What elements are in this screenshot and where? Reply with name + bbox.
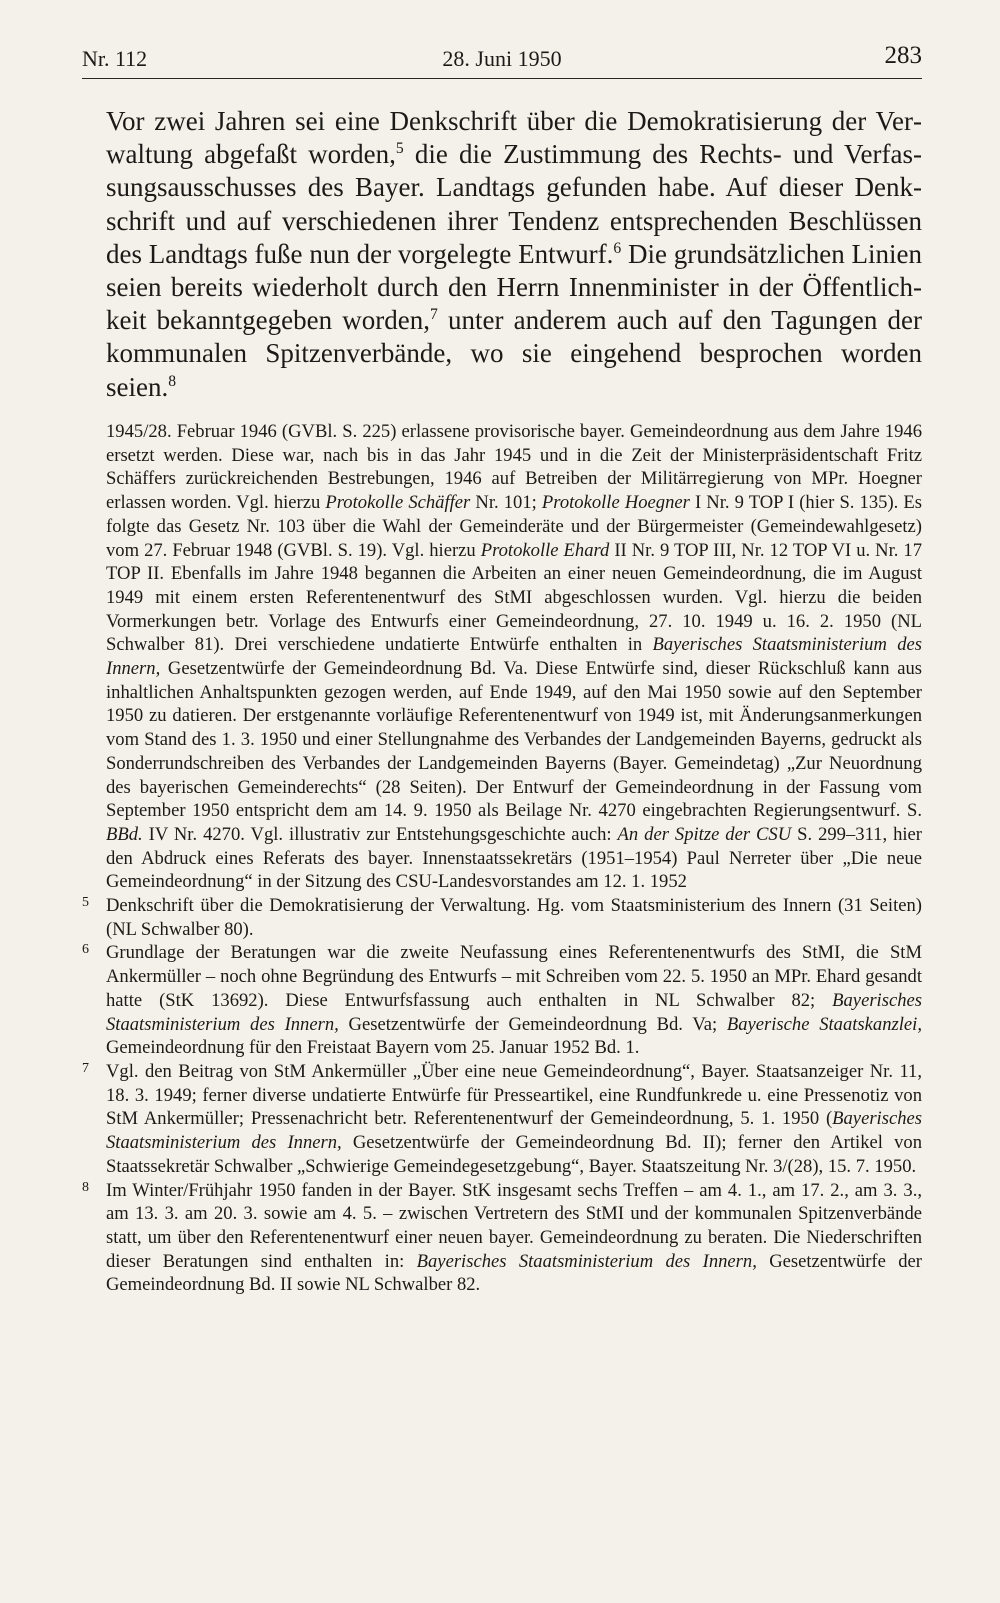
- document-date: 28. Juni 1950: [442, 46, 562, 71]
- footnote-number: 7: [82, 1060, 89, 1076]
- footnote-5: [82, 894, 922, 941]
- footnote-ref-6: 6: [613, 239, 622, 257]
- footnote-text: Im Winter/Frühjahr 1950 fanden in der Bayer. StK insgesamt sechs Treffen – am 4. 1., am 17. 2., am 3. 3., am 13. 3. am 20. 3. sowie am 4. 5. – zwischen Vertretern des StMI und der kommunalen Spitzenverbände statt, um über den Referentenentwurf einer neuen bayer. Gemeindeordnung zu beraten. Die Niederschriften dieser Beratungen sind enthalten in: Bayerisches Staatsministerium des Innern, Gesetzentwürfe der Gemeindeordnung Bd. II sowie NL Schwalber 82.: [106, 1179, 922, 1296]
- footnote-ref-8: 8: [168, 372, 177, 390]
- footnote-continuation: 1945/28. Februar 1946 (GVBl. S. 225) erlassene provisorische bayer. Gemeindeordnung aus dem Jahre 1946 ersetzt werden. Diese war, nach bis in das Jahr 1945 und in die Zeit der Ministerpräsidentschaft Fritz Schäffers zurückreichenden Bestrebungen, 1946 auf Betreiben der Militärregierung von MPr. Hoegner erlassen worden. Vgl. hierzu Protokolle Schäffer Nr. 101; Protokolle Hoegner I Nr. 9 TOP I (hier S. 135). Es folgte das Gesetz Nr. 103 über die Wahl der Gemeinderäte und der Bürgermeister (Gemeindewahlgesetz) vom 27. Februar 1948 (GVBl. S. 19). Vgl. hierzu Protokolle Ehard II Nr. 9 TOP III, Nr. 12 TOP VI u. Nr. 17 TOP II. Ebenfalls im Jahre 1948 begannen die Arbeiten an einer neuen Gemeindeordnung, die im August 1949 mit einem ersten Referentenentwurf des StMI abgeschlossen wurden. Vgl. hierzu die beiden Vormerkungen betr. Vorlage des Entwurfs einer Gemeindeordnung, 27. 10. 1949 u. 16. 2. 1950 (NL Schwalber 81). Drei verschiedene undatierte Entwürfe enthalten in Bayerisches Staatsministerium des Innern, Gesetzentwürfe der Gemeindeordnung Bd. Va. Diese Entwürfe sind, dieser Rückschluß kann aus inhaltlichen Anhaltspunkten gezogen werden, auf Ende 1949, auf den Mai 1950 sowie auf den September 1950 zu datieren. Der erstgenannte vorläufige Referentenentwurf von 1949 ist, mit Änderungsanmerkungen vom Stand des 1. 3. 1950 und einer Stellungnahme des Verbandes der Landgemeinden Bayerns, gedruckt als Sonderrundschreiben des Verbandes der Landgemeinden Bayerns (Bayer. Gemeindetag) „Zur Neuordnung des bayerischen Gemeinderechts“ (28 Seiten). Der Entwurf der Gemeindeordnung in der Fassung vom September 1950 entspricht dem am 14. 9. 1950 als Beilage Nr. 4270 eingebrachten Regierungsentwurf. S. BBd. IV Nr. 4270. Vgl. illustrativ zur Entstehungsgeschichte auch: An der Spitze der CSU S. 299–311, hier den Abdruck eines Referats des bayer. Innenstaatssekretärs (1951–1954) Paul Nerreter über „Die neue Gemeindeordnung“ in der Sitzung des CSU-Landesvorstandes am 12. 1. 1952: [106, 421, 923, 893]
- page-number: 283: [884, 42, 922, 69]
- footnote-number: 5: [82, 895, 89, 911]
- footnote-8: [82, 1179, 922, 1298]
- running-header: [82, 42, 922, 79]
- footnote-6: [82, 941, 922, 1060]
- footnote-7: [82, 1060, 922, 1179]
- footnote-text: Grundlage der Beratungen war die zweite Neufassung eines Referentenentwurfs des StMI, die StM Ankermüller – noch ohne Begründung des Entwurfs – mit Schreiben vom 22. 5. 1950 an MPr. Ehard gesandt hatte (StK 13692). Diese Entwurfsfassung auch enthalten in NL Schwalber 82; Bayerisches Staatsministerium des Innern, Gesetzentwürfe der Gemeindeordnung Bd. Va; Bayerische Staatskanzlei, Gemeindeordnung für den Freistaat Bayern vom 25. Januar 1952 Bd. 1.: [106, 942, 922, 1059]
- footnote-ref-5: 5: [395, 140, 404, 158]
- footnote-number: 6: [82, 942, 89, 958]
- document-number: Nr. 112: [82, 46, 148, 71]
- body-paragraph: Vor zwei Jahren sei eine Denkschrift über die Demokratisierung der Verwaltung abgefaßt worden,$^5$ die die Zustimmung des Rechts- und Verfassungsausschusses des Bayer. Landtags gefunden habe. Auf dieser Denkschrift und auf verschiedenen ihrer Tendenz entsprechenden Beschlüssen des Landtags fuße nun der vorgelegte Entwurf.$^6$ Die grundsätzlichen Linien seien bereits wiederholt durch den Herrn Innenminister in der Öffentlichkeit bekanntgegeben worden,$^7$ unter anderem auch auf den Tagungen der kommunalen Spitzenverbände, wo sie eingehend besprochen worden seien.$^8$: [106, 106, 923, 402]
- footnote-number: 8: [82, 1179, 89, 1195]
- footnote-ref-7: 7: [430, 306, 438, 324]
- footnotes-section: [82, 420, 922, 1297]
- footnote-text: Denkschrift über die Demokratisierung der Verwaltung. Hg. vom Staatsministerium des Innern (31 Seiten) (NL Schwalber 80).: [106, 895, 922, 940]
- footnote-text: Vgl. den Beitrag von StM Ankermüller „Über eine neue Gemeindeordnung“, Bayer. Staatsanzeiger Nr. 11, 18. 3. 1949; ferner diverse undatierte Entwürfe für Presseartikel, eine Rundfunkrede u. eine Pressenotiz von StM Ankermüller; Pressenachricht betr. Referentenentwurf der Gemeindeordnung, 5. 1. 1950 (Bayerisches Staatsministerium des Innern, Gesetzentwürfe der Gemeindeordnung Bd. II); ferner den Artikel von Staatssekretär Schwalber „Schwierige Gemeindegesetzgebung“, Bayer. Staatszeitung Nr. 3/(28), 15. 7. 1950.: [106, 1060, 922, 1177]
